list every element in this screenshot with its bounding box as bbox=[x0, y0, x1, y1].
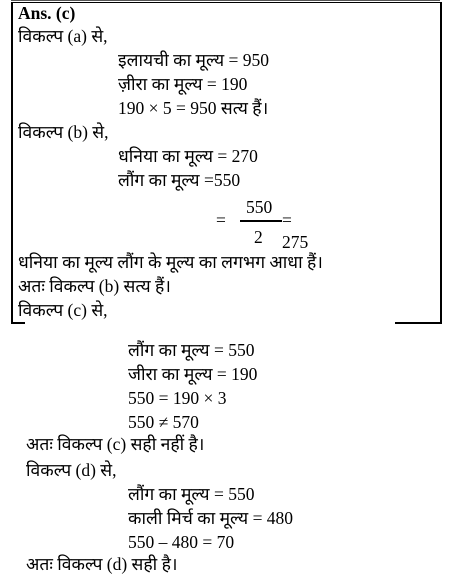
option-d-line-1: लौंग का मूल्य = 550 bbox=[128, 484, 255, 504]
fraction-equals-left: = bbox=[216, 210, 226, 230]
box-bottom-right-border bbox=[395, 322, 440, 324]
option-b-line-1: धनिया का मूल्य = 270 bbox=[118, 146, 258, 166]
answer-label: Ans. (c) bbox=[18, 3, 76, 23]
option-d-heading: विकल्प (d) से, bbox=[26, 460, 117, 480]
option-c-line-1: लौंग का मूल्य = 550 bbox=[128, 340, 255, 360]
option-d-line-3: 550 – 480 = 70 bbox=[128, 532, 235, 552]
fraction-denominator: 2 bbox=[254, 227, 263, 247]
option-a-line-2: ज़ीरा का मूल्य = 190 bbox=[118, 74, 248, 94]
fraction-bar bbox=[240, 220, 282, 222]
option-b-conclusion: अतः विकल्प (b) सत्य हैं। bbox=[18, 276, 171, 296]
option-a-line-3: 190 × 5 = 950 सत्य हैं। bbox=[118, 98, 269, 118]
option-a-heading: विकल्प (a) से, bbox=[18, 26, 108, 46]
option-d-line-2: काली मिर्च का मूल्य = 480 bbox=[128, 508, 294, 528]
option-c-line-3: 550 = 190 × 3 bbox=[128, 388, 227, 408]
fraction-result: = 275 bbox=[282, 210, 309, 252]
option-b-heading: विकल्प (b) से, bbox=[18, 122, 109, 142]
option-a-line-1: इलायची का मूल्य = 950 bbox=[118, 50, 269, 70]
option-c-conclusion: अतः विकल्प (c) सही नहीं है। bbox=[26, 434, 205, 454]
option-b-line-2: लौंग का मूल्य =550 bbox=[118, 170, 241, 190]
box-bottom-left-border bbox=[11, 322, 25, 324]
option-c-line-4: 550 ≠ 570 bbox=[128, 412, 199, 432]
option-d-conclusion: अतः विकल्प (d) सही है। bbox=[26, 554, 178, 574]
option-b-line-3: धनिया का मूल्य लौंग के मूल्य का लगभग आधा हैं। bbox=[18, 252, 323, 272]
top-border bbox=[11, 0, 440, 1]
option-c-line-2: जीरा का मूल्य = 190 bbox=[128, 364, 258, 384]
option-c-heading: विकल्प (c) से, bbox=[18, 300, 108, 320]
fraction-numerator: 550 bbox=[246, 197, 273, 217]
